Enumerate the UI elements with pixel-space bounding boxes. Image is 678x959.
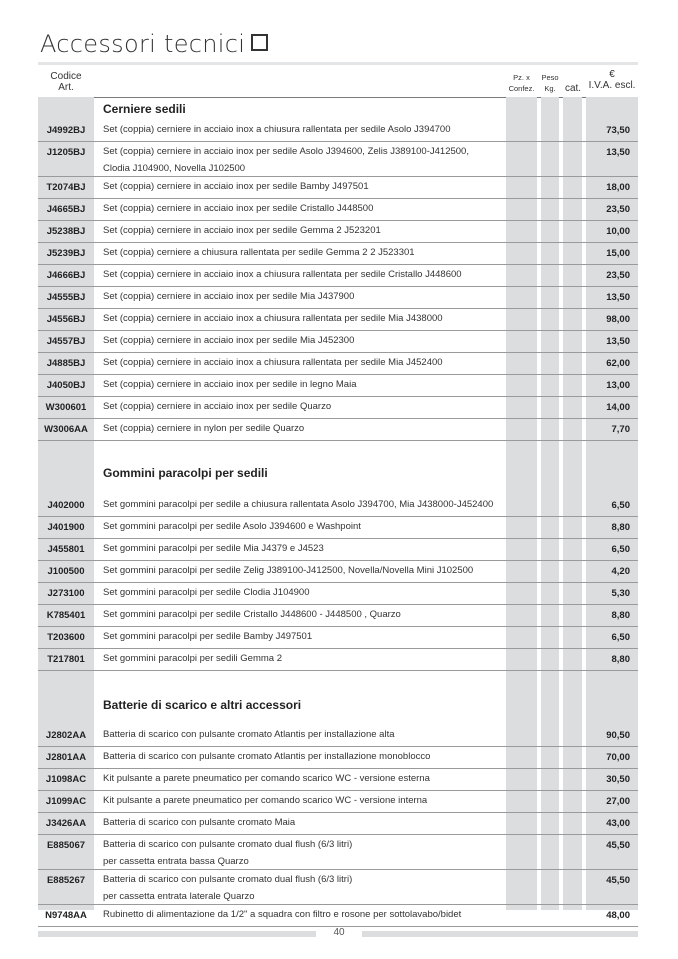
- description-line: Batteria di scarico con pulsante cromato dual flush (6/3 litri): [103, 839, 353, 850]
- article-code: J4666BJ: [46, 270, 86, 281]
- article-description: [103, 496, 503, 513]
- description-line: Batteria di scarico con pulsante cromato Atlantis per installazione monoblocco: [103, 751, 431, 762]
- article-price: 6,50: [611, 632, 630, 643]
- table-row: [38, 375, 638, 397]
- description-line: Set gommini paracolpi per sedile Bamby J497501: [103, 631, 313, 642]
- description-line: Set gommini paracolpi per sedili Gemma 2: [103, 653, 282, 664]
- table-row: [38, 539, 638, 561]
- article-price: 6,50: [611, 544, 630, 555]
- description-line: Batteria di scarico con pulsante cromato dual flush (6/3 litri): [103, 874, 353, 885]
- header-code: [38, 71, 94, 93]
- table-body: [38, 98, 638, 927]
- table-header: [38, 66, 638, 98]
- table-row: [38, 120, 638, 142]
- description-line: Set gommini paracolpi per sedile Zelig J389100-J412500, Novella/Novella Mini J102500: [103, 565, 474, 576]
- article-code: E885267: [46, 875, 86, 886]
- table-row: [38, 627, 638, 649]
- table-row: [38, 605, 638, 627]
- description-line: Set (coppia) cerniere in nylon per sedile Quarzo: [103, 423, 305, 434]
- article-price: 90,50: [606, 730, 630, 741]
- article-code: J455801: [47, 544, 85, 555]
- article-code: W300601: [45, 402, 87, 413]
- page-title-text: Accessori tecnici: [40, 30, 246, 58]
- article-code: J4556BJ: [46, 314, 86, 325]
- article-code: J1099AC: [45, 796, 87, 807]
- article-code: T2074BJ: [46, 182, 86, 193]
- description-line: Set (coppia) cerniere in acciaio inox a chiusura rallentata per sedile Mia J452400: [103, 357, 443, 368]
- article-description: [103, 836, 503, 870]
- article-description: [103, 376, 503, 393]
- article-code: J4557BJ: [46, 336, 86, 347]
- article-description: [103, 871, 503, 905]
- article-price: 30,50: [606, 774, 630, 785]
- article-code: J2801AA: [45, 752, 87, 763]
- article-description: [103, 562, 503, 579]
- table-row: [38, 397, 638, 419]
- description-line: Set gommini paracolpi per sedile Asolo J394600 e Washpoint: [103, 521, 361, 532]
- header-peso: [539, 72, 561, 94]
- page-number: 40: [333, 927, 345, 938]
- description-line: Set (coppia) cerniere in acciaio inox per sedile Asolo J394600, Zelis J389100-J412500,: [103, 146, 469, 157]
- table-row: [38, 353, 638, 375]
- article-price: 45,50: [606, 875, 630, 886]
- table-row: [38, 517, 638, 539]
- article-description: [103, 266, 503, 283]
- article-description: [103, 420, 503, 437]
- article-price: 62,00: [606, 358, 630, 369]
- article-code: E885067: [46, 840, 86, 851]
- article-description: [103, 222, 503, 239]
- description-line: Kit pulsante a parete pneumatico per comando scarico WC - versione interna: [103, 795, 428, 806]
- header-peso-line2: Kg.: [544, 84, 556, 93]
- description-line: Clodia J104900, Novella J102500: [103, 163, 246, 174]
- description-line: Set gommini paracolpi per sedile Cristallo J448600 - J448500 , Quarzo: [103, 609, 401, 620]
- article-description: [103, 584, 503, 601]
- header-cat: cat.: [564, 83, 582, 94]
- article-description: [103, 178, 503, 195]
- table-row: [38, 419, 638, 441]
- description-line: Set (coppia) cerniere in acciaio inox per sedile Bamby J497501: [103, 181, 369, 192]
- article-code: J273100: [47, 588, 85, 599]
- description-line: Set gommini paracolpi per sedile a chiusura rallentata Asolo J394700, Mia J438000-J452400: [103, 499, 494, 510]
- article-description: [103, 748, 503, 765]
- article-description: [103, 726, 503, 743]
- article-description: [103, 770, 503, 787]
- article-code: J4050BJ: [46, 380, 86, 391]
- table-row: [38, 561, 638, 583]
- article-description: [103, 398, 503, 415]
- table-row: [38, 287, 638, 309]
- table-row: [38, 835, 638, 870]
- description-line: Set gommini paracolpi per sedile Clodia J104900: [103, 587, 310, 598]
- title-divider: [38, 62, 638, 65]
- table-row: [38, 649, 638, 671]
- table-row: [38, 199, 638, 221]
- description-line: Set (coppia) cerniere in acciaio inox per sedile Mia J437900: [103, 291, 355, 302]
- article-price: 43,00: [606, 818, 630, 829]
- article-price: 13,00: [606, 380, 630, 391]
- article-price: 23,50: [606, 270, 630, 281]
- article-description: [103, 906, 503, 923]
- description-line: Set (coppia) cerniere in acciaio inox a chiusura rallentata per sedile Asolo J394700: [103, 124, 451, 135]
- description-line: Kit pulsante a parete pneumatico per comando scarico WC - versione esterna: [103, 773, 430, 784]
- article-price: 70,00: [606, 752, 630, 763]
- description-line: Set (coppia) cerniere in acciaio inox per sedile Quarzo: [103, 401, 332, 412]
- header-price-currency: €: [609, 69, 615, 80]
- article-code: J4992BJ: [46, 125, 86, 136]
- article-price: 15,00: [606, 248, 630, 259]
- table-row: [38, 747, 638, 769]
- article-price: 45,50: [606, 840, 630, 851]
- article-description: [103, 121, 503, 138]
- table-row: [38, 791, 638, 813]
- article-code: J5238BJ: [46, 226, 86, 237]
- square-outline-icon: [251, 34, 268, 51]
- table-row: [38, 813, 638, 835]
- article-code: J4555BJ: [46, 292, 86, 303]
- table-row: [38, 331, 638, 353]
- article-description: [103, 792, 503, 809]
- description-line: Set (coppia) cerniere in acciaio inox per sedile Cristallo J448500: [103, 203, 374, 214]
- table-row: [38, 725, 638, 747]
- article-price: 4,20: [611, 566, 630, 577]
- description-line: Rubinetto di alimentazione da 1/2" a squadra con filtro e rosone per sottolavabo/bidet: [103, 909, 462, 920]
- article-code: J5239BJ: [46, 248, 86, 259]
- article-description: [103, 814, 503, 831]
- article-code: T203600: [47, 632, 85, 643]
- description-line: per cassetta entrata laterale Quarzo: [103, 891, 255, 902]
- description-line: Set gommini paracolpi per sedile Mia J4379 e J4523: [103, 543, 324, 554]
- header-code-line1: Codice: [50, 71, 82, 82]
- description-line: Set (coppia) cerniere in acciaio inox per sedile in legno Maia: [103, 379, 357, 390]
- article-description: [103, 540, 503, 557]
- article-code: K785401: [46, 610, 86, 621]
- article-price: 10,00: [606, 226, 630, 237]
- table-row: [38, 142, 638, 177]
- header-pz: [506, 72, 537, 94]
- article-code: J4885BJ: [46, 358, 86, 369]
- price-table: [38, 66, 638, 927]
- table-row: [38, 870, 638, 905]
- article-price: 8,80: [611, 522, 630, 533]
- article-description: [103, 332, 503, 349]
- header-price: [586, 69, 638, 91]
- article-code: N9748AA: [45, 910, 87, 921]
- description-line: Set (coppia) cerniere in acciaio inox per sedile Mia J452300: [103, 335, 355, 346]
- article-code: J2802AA: [45, 730, 87, 741]
- table-row: [38, 221, 638, 243]
- article-code: J3426AA: [45, 818, 87, 829]
- article-description: [103, 354, 503, 371]
- section-header: [38, 98, 638, 120]
- article-code: T217801: [47, 654, 85, 665]
- article-description: [103, 143, 503, 177]
- article-description: [103, 518, 503, 535]
- article-code: J1098AC: [45, 774, 87, 785]
- table-row: [38, 905, 638, 927]
- header-peso-line1: Peso: [541, 73, 559, 82]
- description-line: Set (coppia) cerniere in acciaio inox per sedile Gemma 2 J523201: [103, 225, 381, 236]
- section-header: [38, 671, 638, 725]
- article-price: 14,00: [606, 402, 630, 413]
- description-line: per cassetta entrata bassa Quarzo: [103, 856, 249, 867]
- header-pz-line1: Pz. x: [513, 73, 530, 82]
- article-price: 27,00: [606, 796, 630, 807]
- article-description: [103, 606, 503, 623]
- article-code: J100500: [47, 566, 85, 577]
- description-line: Set (coppia) cerniere in acciaio inox a chiusura rallentata per sedile Mia J438000: [103, 313, 443, 324]
- table-row: [38, 309, 638, 331]
- footer-bar-right: [362, 931, 638, 937]
- article-price: 48,00: [606, 910, 630, 921]
- header-price-line2: I.V.A. escl.: [588, 80, 636, 91]
- article-price: 18,00: [606, 182, 630, 193]
- table-row: [38, 265, 638, 287]
- section-title: Gommini paracolpi per sedili: [103, 466, 268, 480]
- article-code: W3006AA: [44, 424, 88, 435]
- article-price: 8,80: [611, 654, 630, 665]
- section-title: Cerniere sedili: [103, 102, 186, 116]
- table-row: [38, 583, 638, 605]
- description-line: Set (coppia) cerniere in acciaio inox a chiusura rallentata per sedile Cristallo J448600: [103, 269, 462, 280]
- article-code: J1205BJ: [46, 147, 86, 158]
- article-code: J4665BJ: [46, 204, 86, 215]
- article-price: 8,80: [611, 610, 630, 621]
- article-description: [103, 650, 503, 667]
- page-title: [40, 30, 268, 58]
- table-row: [38, 769, 638, 791]
- footer-bar-left: [38, 931, 316, 937]
- article-description: [103, 310, 503, 327]
- article-description: [103, 244, 503, 261]
- article-code: J402000: [47, 500, 85, 511]
- article-price: 73,50: [606, 125, 630, 136]
- article-price: 13,50: [606, 147, 630, 158]
- article-price: 5,30: [611, 588, 630, 599]
- header-code-line2: Art.: [58, 82, 74, 93]
- article-price: 13,50: [606, 336, 630, 347]
- description-line: Batteria di scarico con pulsante cromato Maia: [103, 817, 296, 828]
- description-line: Set (coppia) cerniere a chiusura rallentata per sedile Gemma 2 2 J523301: [103, 247, 415, 258]
- section-title: Batterie di scarico e altri accessori: [103, 698, 302, 712]
- table-row: [38, 243, 638, 265]
- article-price: 7,70: [611, 424, 630, 435]
- table-row: [38, 177, 638, 199]
- article-description: [103, 200, 503, 217]
- article-description: [103, 288, 503, 305]
- table-row: [38, 495, 638, 517]
- article-code: J401900: [47, 522, 85, 533]
- article-price: 13,50: [606, 292, 630, 303]
- article-price: 6,50: [611, 500, 630, 511]
- article-price: 23,50: [606, 204, 630, 215]
- description-line: Batteria di scarico con pulsante cromato Atlantis per installazione alta: [103, 729, 395, 740]
- section-header: [38, 441, 638, 495]
- header-pz-line2: Confez.: [508, 84, 535, 93]
- article-description: [103, 628, 503, 645]
- article-price: 98,00: [606, 314, 630, 325]
